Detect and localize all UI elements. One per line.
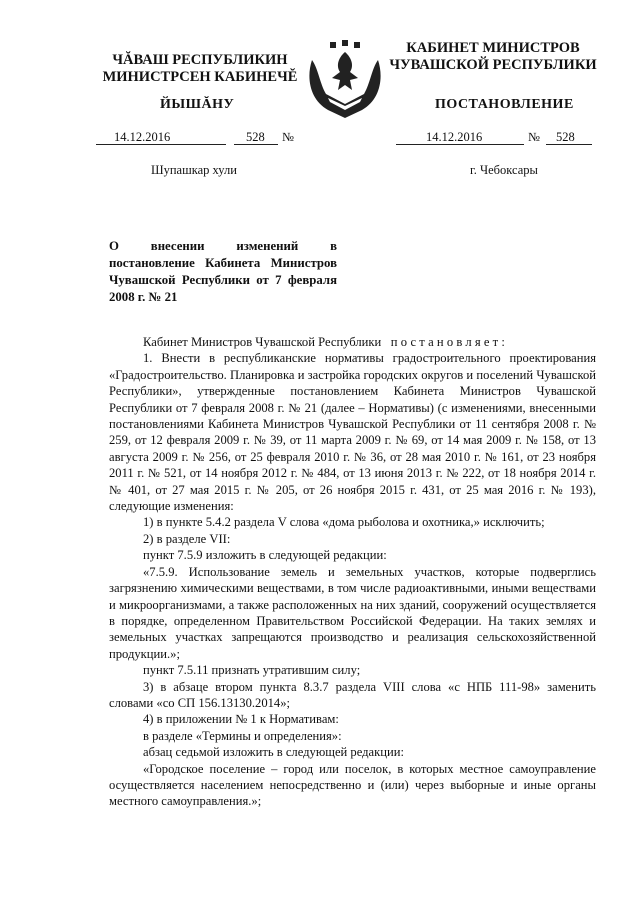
paragraph: 1) в пункте 5.4.2 раздела V слова «дома рыболова и охотника,» исключить; <box>143 515 545 530</box>
paragraph: в разделе «Термины и определения»: <box>143 728 342 743</box>
date-line-left <box>96 130 316 146</box>
coat-of-arms-icon <box>302 38 388 122</box>
header-right-line2: ЧУВАШСКОЙ РЕСПУБЛИКИ <box>389 57 597 73</box>
date-left: 14.12.2016 <box>114 130 171 144</box>
paragraph: 4) в приложении № 1 к Нормативам: <box>143 712 339 727</box>
document-body <box>109 334 596 810</box>
header-left-line2: МИНИСТРСЕН КАБИНЕЧĔ <box>102 69 298 85</box>
document-title: О внесении изменений в постановление Кабинета Министров Чувашской Республики от 7 февраля 2008 г. № 21 <box>109 239 337 304</box>
preamble <box>109 334 596 350</box>
paragraph: абзац седьмой изложить в следующей редакции: <box>143 745 404 760</box>
paragraph: «Городское поселение – город или поселок, в которых местное самоуправление осуществляется населением непосредственно и (или) через выборные и иные органы местного самоуправления.»; <box>109 761 596 809</box>
paragraph: 3) в абзаце втором пункта 8.3.7 раздела VIII слова «с НПБ 111-98» заменить словами «со СП 156.13130.2014»; <box>109 679 596 710</box>
date-line-right <box>396 130 596 146</box>
number-sign-left: № <box>282 130 294 144</box>
paragraph: 1. Внести в республиканские нормативы градостроительного проектирования «Градостроительство. Планировка и застройка городских округов и поселений Чувашской Республики», утвержденные постановлением Кабинета Министров Чувашской Республики от 7 февраля 2008 г. № 21 (далее – Нормативы) (с изменениями, внесенными постановлениями Кабинета Министров Чувашской Республики от 11 сентября 2008 г. № 259, от 12 февраля 2009 г. № 39, от 11 марта 2009 г. № 69, от 14 мая 2009 г. № 158, от 13 августа 2009 г. № 256, от 25 февраля 2010 г. № 36, от 28 мая 2010 г. № 161, от 23 ноября 2011 г. № 521, от 14 ноября 2012 г. № 484, от 13 июня 2013 г. № 222, от 18 ноября 2014 г. № 401, от 27 мая 2015 г. № 205, от 26 ноября 2015 г. 431, от 25 мая 2016 г. № 193), следующие изменения: <box>109 351 596 514</box>
number-left: 528 <box>246 130 265 144</box>
date-right: 14.12.2016 <box>426 130 483 144</box>
paragraph: «7.5.9. Использование земель и земельных участков, которые подверглись загрязнению химическими веществами, в том числе радиоактивными, иными веществами и микроорганизмами, а также расположенных на них зданий, сооружений осуществляется в порядке, определенном Правительством Российской Федерации. На таких землях и земельных участках запрещаются производство и реализация сельскохозяйственной продукции.»; <box>109 564 596 661</box>
paragraph: пункт 7.5.9 изложить в следующей редакции: <box>143 548 387 563</box>
paragraph: пункт 7.5.11 признать утратившим силу; <box>143 663 361 678</box>
header-left <box>100 52 300 86</box>
number-right: 528 <box>556 130 575 144</box>
place-left: Шупашкар хули <box>151 163 237 177</box>
doc-type-left: ЙЫШĂНУ <box>160 97 235 112</box>
header-left-line1: ЧĂВАШ РЕСПУБЛИКИН <box>112 52 288 68</box>
number-sign-right: № <box>528 130 540 144</box>
place-right: г. Чебоксары <box>470 163 538 177</box>
paragraph: 2) в разделе VII: <box>143 531 231 546</box>
preamble-verb: постановляет: <box>390 335 509 349</box>
doc-type-right: ПОСТАНОВЛЕНИЕ <box>435 97 574 112</box>
header-right <box>388 40 598 74</box>
preamble-start: Кабинет Министров Чувашской Республики <box>143 335 382 349</box>
header-right-line1: КАБИНЕТ МИНИСТРОВ <box>406 40 580 56</box>
